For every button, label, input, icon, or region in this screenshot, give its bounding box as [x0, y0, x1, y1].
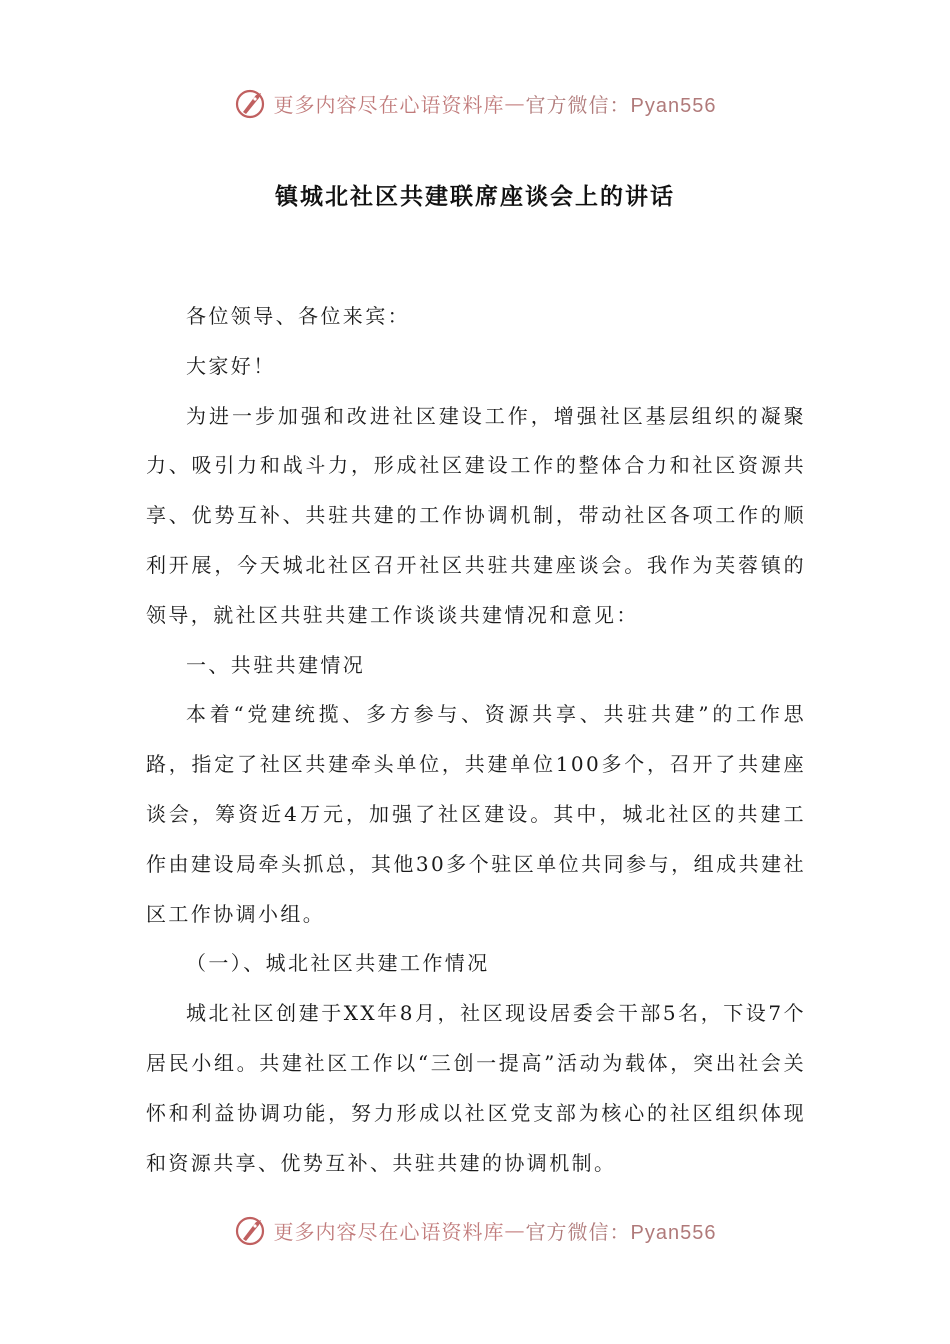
document-title: 镇城北社区共建联席座谈会上的讲话 [275, 183, 675, 210]
header-watermark [0, 83, 950, 123]
section-heading: 一、共驻共建情况 [186, 652, 366, 677]
pen-nib-circle-icon [234, 86, 268, 120]
watermark-wechat: 官方微信：Pyan556 [525, 94, 717, 117]
salutation: 各位领导、各位来宾： [186, 304, 410, 328]
subsection-heading: （一）、城北社区共建工作情况 [186, 951, 490, 976]
watermark-brand: 更多内容尽在心语资料库 [273, 1219, 505, 1244]
body-paragraph: 本着“党建统揽、多方参与、资源共享、共驻共建”的工作思路，指定了社区共建牵头单位，共建单位100多个，召开了共建座谈会，筹资近4万元，加强了社区建设。其中，城北社区的共建工作由建设局牵头抓总，其他30多个驻区单位共同参与，组成共建社区工作协调小组。 [146, 702, 806, 926]
body-paragraph: 城北社区创建于XX年8月，社区现设居委会干部5名，下设7个居民小组。共建社区工作以“三创一提高”活动为载体，突出社会关怀和利益协调功能，努力形成以社区党支部为核心的社区组织体现和资源共享、优势互补、共驻共建的协调机制。 [146, 1001, 806, 1175]
watermark-dash: — [504, 1218, 526, 1242]
document-body [146, 292, 806, 1188]
greeting: 大家好！ [186, 353, 276, 378]
watermark-dash: — [504, 91, 526, 115]
pen-nib-circle-icon [234, 1213, 268, 1247]
body-paragraph: 为进一步加强和改进社区建设工作，增强社区基层组织的凝聚力、吸引力和战斗力，形成社区建设工作的整体合力和社区资源共享、优势互补、共驻共建的工作协调机制，带动社区各项工作的顺利开展，今天城北社区召开社区共驻共建座谈会。我作为芙蓉镇的领导，就社区共驻共建工作谈谈共建情况和意见： [146, 403, 806, 627]
watermark-brand: 更多内容尽在心语资料库 [273, 92, 505, 117]
footer-watermark [0, 1210, 950, 1250]
watermark-wechat: 官方微信：Pyan556 [525, 1221, 717, 1244]
